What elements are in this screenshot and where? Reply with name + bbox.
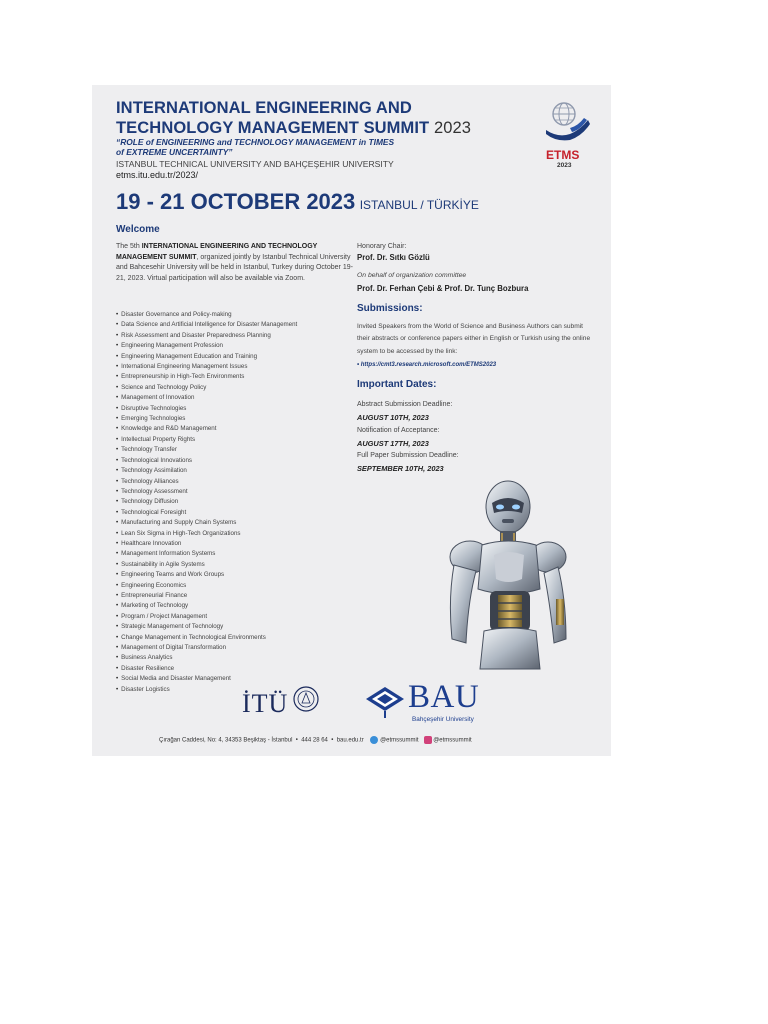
honorary-chair-name: Prof. Dr. Sıtkı Gözlü [357,253,430,262]
committee-names: Prof. Dr. Ferhan Çebi & Prof. Dr. Tunç Bozbura [357,284,529,293]
abstract-deadline-date: AUGUST 10TH, 2023 [357,413,429,422]
footer-twitter[interactable]: @etmssummit [380,737,419,744]
topic-item: • Social Media and Disaster Management [116,674,297,684]
title-line-2 [116,119,471,138]
topic-item: • Healthcare Innovation [116,539,297,549]
welcome-heading: Welcome [116,224,160,235]
theme-line-2: of EXTREME UNCERTAINTY” [116,147,233,157]
topic-item: • Science and Technology Policy [116,383,297,393]
globe-hand-icon [540,100,596,150]
topic-item: • Technology Assimilation [116,466,297,476]
topic-item: • Management Information Systems [116,549,297,559]
full-paper-deadline-label: Full Paper Submission Deadline: [357,452,459,459]
topic-item: • Intellectual Property Rights [116,435,297,445]
important-dates-heading: Important Dates: [357,379,437,390]
honorary-chair-label: Honorary Chair: [357,243,407,250]
topic-item: • Risk Assessment and Disaster Preparedness Planning [116,331,297,341]
topic-item: • Technology Diffusion [116,497,297,507]
footer: Çırağan Caddesi, No: 4, 34353 Beşiktaş - İstanbul • 444 28 64 • bau.edu.tr @etmssummit @etmssummit [159,737,472,744]
bau-logo-subtitle: Bahçeşehir University [412,716,474,723]
etms-logo-year: 2023 [557,162,572,169]
topic-item: • Sustainability in Agile Systems [116,560,297,570]
topic-item: • Technological Innovations [116,456,297,466]
topic-item: • International Engineering Management Issues [116,362,297,372]
topic-item: • Engineering Management Profession [116,341,297,351]
title-year: 2023 [433,119,472,137]
full-paper-deadline-date: SEPTEMBER 10TH, 2023 [357,464,444,473]
topic-item: • Entrepreneurial Finance [116,591,297,601]
intro-rest: , organized jointly by Istanbul Technical University and Bahcesehir University will be held in Istanbul, Turkey during October 19-21, 2023. Virtual participation will also be available via Zoom. [116,253,353,282]
title-line-1: INTERNATIONAL ENGINEERING AND [116,99,412,117]
organizers: ISTANBUL TECHNICAL UNIVERSITY AND BAHÇEŞEHIR UNIVERSITY [116,159,394,169]
website: etms.itu.edu.tr/2023/ [116,170,199,180]
topic-item: • Management of Digital Transformation [116,643,297,653]
conference-poster [92,85,611,756]
topic-item: • Technology Alliances [116,477,297,487]
event-dates: 19 - 21 OCTOBER 2023 [116,189,356,214]
topic-item: • Data Science and Artificial Intelligence for Disaster Management [116,320,297,330]
welcome-intro [116,242,354,284]
submissions-heading: Submissions: [357,303,423,314]
bau-emblem-icon [364,685,406,719]
itu-logo-text: İTÜ [242,689,289,718]
topic-item: • Lean Six Sigma in High-Tech Organizations [116,529,297,539]
committee-label: On behalf of organization committee [357,272,467,279]
topic-item: • Entrepreneurship in High-Tech Environments [116,372,297,382]
topic-item: • Change Management in Technological Environments [116,633,297,643]
topic-item: • Disaster Resilience [116,664,297,674]
title-text: TECHNOLOGY MANAGEMENT SUMMIT [116,119,430,137]
intro-summit-name: INTERNATIONAL ENGINEERING AND TECHNOLOGY MANAGEMENT SUMMIT [116,243,318,261]
itu-seal-icon [292,685,320,713]
topic-item: • Program / Project Management [116,612,297,622]
footer-web[interactable]: bau.edu.tr [336,737,364,744]
topic-item: • Technology Assessment [116,487,297,497]
etms-logo-text: ETMS [546,148,580,162]
topic-item: • Knowledge and R&D Management [116,424,297,434]
footer-address: Çırağan Caddesi, No: 4, 34353 Beşiktaş - İstanbul [159,737,293,744]
submission-link[interactable]: • https://cmt3.research.microsoft.com/ETMS2023 [357,362,497,368]
abstract-deadline-label: Abstract Submission Deadline: [357,401,453,408]
footer-instagram[interactable]: @etmssummit [433,737,472,744]
topic-item: • Marketing of Technology [116,601,297,611]
submissions-text: Invited Speakers from the World of Science and Business Authors can submit their abstracts or conference papers either in English or Turkish using the online system to be accessed by the link: [357,323,591,355]
topic-item: • Disaster Governance and Policy-making [116,310,297,320]
etms-logo [540,100,596,170]
footer-phone: 444 28 64 [301,737,328,744]
event-location: ISTANBUL / TÜRKİYE [359,198,479,212]
event-date-line [116,189,479,215]
topic-item: • Technological Foresight [116,508,297,518]
topic-item: • Business Analytics [116,653,297,663]
topic-item: • Disruptive Technologies [116,404,297,414]
topic-item: • Engineering Economics [116,581,297,591]
notification-label: Notification of Acceptance: [357,427,440,434]
twitter-icon [370,736,378,744]
bau-logo-text: BAU [408,679,480,715]
topic-item: • Disaster Logistics [116,685,297,695]
topics-list [116,310,297,695]
topic-item: • Strategic Management of Technology [116,622,297,632]
topic-item: • Manufacturing and Supply Chain Systems [116,518,297,528]
intro-prefix: The 5th [116,243,142,250]
notification-date: AUGUST 17TH, 2023 [357,439,429,448]
topic-item: • Management of Innovation [116,393,297,403]
robot-illustration [442,479,582,671]
theme-line-1: “ROLE of ENGINEERING and TECHNOLOGY MANAGEMENT in TIMES [116,137,395,147]
topic-item: • Technology Transfer [116,445,297,455]
topic-item: • Emerging Technologies [116,414,297,424]
topic-item: • Engineering Teams and Work Groups [116,570,297,580]
topic-item: • Engineering Management Education and Training [116,352,297,362]
instagram-icon [424,736,432,744]
